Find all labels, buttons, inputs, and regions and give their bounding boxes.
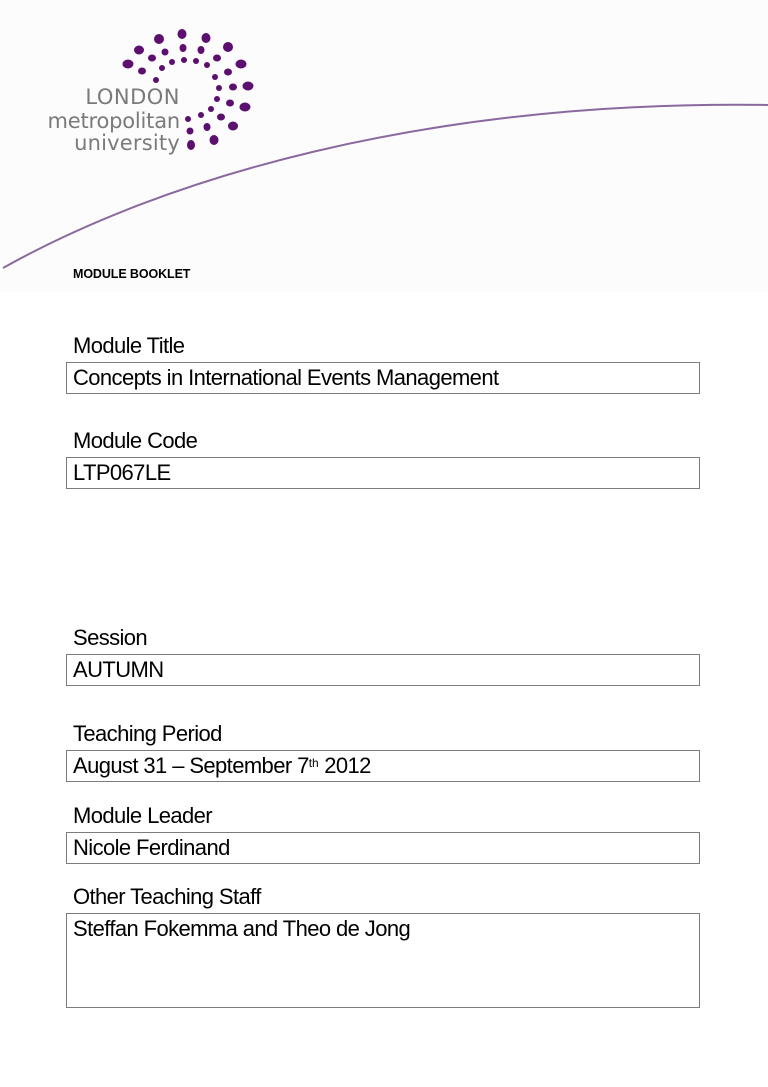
ordinal-suffix: th xyxy=(308,756,319,770)
teaching-period-year: 2012 xyxy=(318,753,371,778)
module-code-field[interactable] xyxy=(66,457,700,489)
session-label: Session xyxy=(73,625,148,650)
module-leader-field[interactable] xyxy=(66,832,700,864)
session-field[interactable] xyxy=(66,654,700,686)
other-staff-field[interactable] xyxy=(66,913,700,1008)
teaching-period-value xyxy=(73,753,371,779)
module-booklet-heading: MODULE BOOKLET xyxy=(73,267,191,281)
logo-text-metropolitan: metropolitan xyxy=(47,109,180,133)
module-title-field[interactable] xyxy=(66,362,700,394)
session-value: AUTUMN xyxy=(73,657,164,682)
other-staff-value: Steffan Fokemma and Theo de Jong xyxy=(73,916,411,941)
module-code-label: Module Code xyxy=(73,428,198,453)
logo-text-london: LONDON xyxy=(85,85,180,109)
teaching-period-dates: August 31 – September 7 xyxy=(73,753,309,778)
logo-text-university: university xyxy=(74,131,180,155)
teaching-period-label: Teaching Period xyxy=(73,721,222,746)
module-title-label: Module Title xyxy=(73,333,185,358)
module-leader-value: Nicole Ferdinand xyxy=(73,835,230,860)
other-staff-label: Other Teaching Staff xyxy=(73,884,261,909)
teaching-period-field[interactable] xyxy=(66,750,700,782)
module-title-value: Concepts in International Events Management xyxy=(73,365,499,390)
module-leader-label: Module Leader xyxy=(73,803,212,828)
module-code-value: LTP067LE xyxy=(73,460,171,485)
